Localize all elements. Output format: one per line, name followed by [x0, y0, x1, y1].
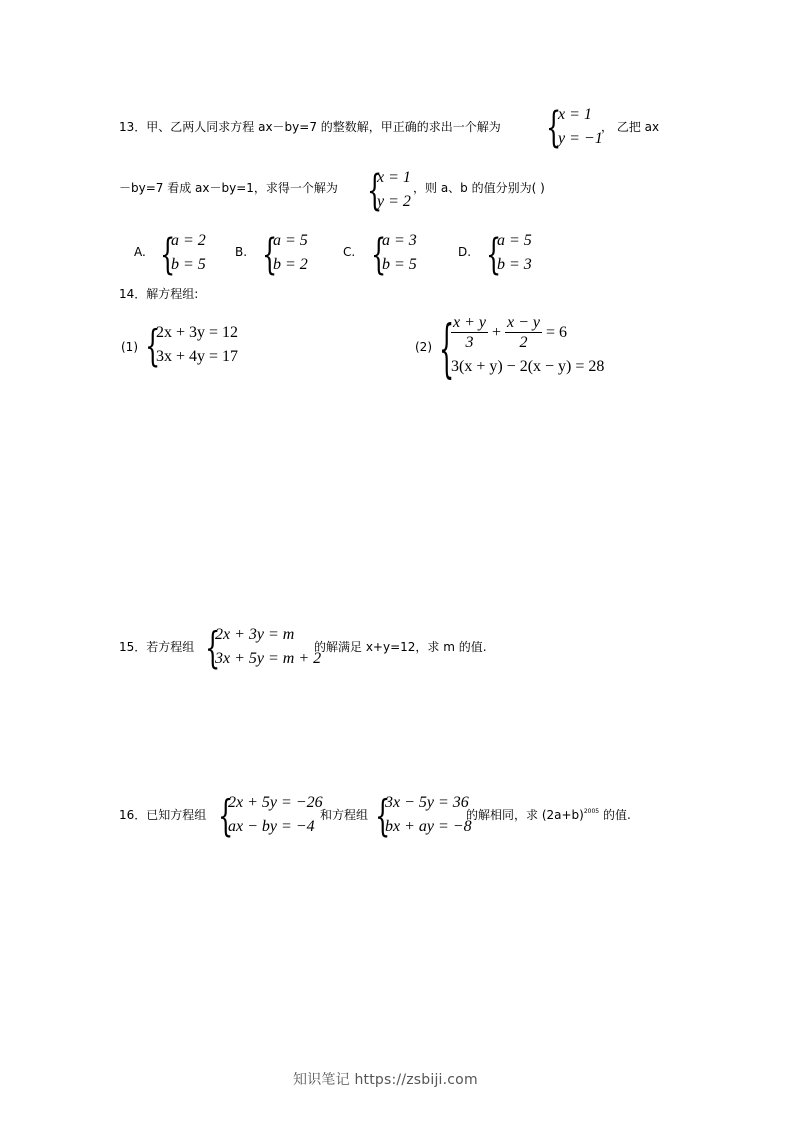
equation-line: b = 5	[171, 256, 206, 273]
option-d-system	[486, 230, 546, 279]
equation-line: 3x + 4y = 17	[156, 348, 239, 365]
option-b-label: B.	[235, 245, 248, 259]
brace-icon: {	[160, 230, 176, 279]
q14-part1-system	[145, 321, 255, 372]
q13-line1-text: 13．甲、乙两人同求方程 ax－by=7 的整数解，甲正确的求出一个解为	[119, 120, 501, 134]
brace-icon: {	[371, 230, 387, 279]
equation-line: y = −1	[558, 130, 603, 147]
equation-line: 3(x + y) − 2(x − y) = 28	[451, 358, 605, 375]
q16-suffix-text: 的解相同，求 (2a+b)	[466, 808, 584, 822]
q16-system-1	[218, 791, 323, 842]
equation-line: a = 3	[382, 232, 417, 249]
brace-icon: {	[218, 791, 234, 842]
footer-watermark: 知识笔记 https://zsbiji.com	[293, 1072, 478, 1088]
q13-line1-after: ， 乙把 ax	[601, 120, 660, 134]
equation-line: bx + ay = −8	[385, 818, 472, 835]
q13-line2-text: －by=7 看成 ax－by=1，求得一个解为	[119, 181, 338, 195]
brace-icon: {	[205, 623, 221, 674]
q16-mid: 和方程组	[320, 808, 369, 822]
option-c-label: C.	[343, 245, 356, 259]
equation-line: 3x + 5y = m + 2	[215, 650, 322, 667]
equation-line: y = 2	[377, 193, 411, 210]
q14-part2-label: (2)	[415, 340, 432, 354]
brace-icon: {	[486, 230, 502, 279]
q16-suffix	[466, 809, 631, 821]
equation-line: 2x + 3y = 12	[156, 324, 239, 341]
equation-line: x = 1	[377, 169, 411, 186]
equation-line: ax − by = −4	[228, 818, 315, 835]
fraction-denominator: 2	[519, 334, 528, 351]
option-d-label: D.	[458, 245, 472, 259]
q15-suffix: 的解满足 x+y=12，求 m 的值.	[314, 640, 487, 654]
equation-line: b = 5	[382, 256, 417, 273]
option-b-system	[262, 230, 322, 279]
q14-title: 14．解方程组:	[119, 287, 199, 301]
fraction-numerator: x − y	[507, 314, 541, 331]
equation-rhs: = 6	[546, 324, 568, 341]
equation-line: x = 1	[558, 106, 592, 123]
q14-part1-label: (1)	[121, 340, 138, 354]
q14-part2-equation-1	[451, 315, 567, 351]
brace-icon: {	[546, 103, 562, 152]
equation-line: 2x + 5y = −26	[228, 794, 323, 811]
q16-prefix: 16．已知方程组	[119, 808, 207, 822]
option-c-system	[371, 230, 431, 279]
fraction-denominator: 3	[465, 334, 474, 351]
equation-line: 3x − 5y = 36	[385, 794, 469, 811]
option-a-label: A.	[134, 245, 146, 259]
equation-line: a = 5	[273, 232, 308, 249]
exponent: 2005	[583, 808, 600, 815]
fraction-numerator: x + y	[453, 314, 486, 331]
equation-line: a = 2	[171, 232, 206, 249]
option-a-system	[160, 230, 220, 279]
equation-line: a = 5	[497, 232, 532, 249]
plus-sign: +	[492, 324, 502, 341]
equation-line: b = 2	[273, 256, 308, 273]
fraction	[505, 315, 542, 351]
brace-icon: {	[439, 313, 455, 386]
brace-icon: {	[367, 166, 383, 215]
q15-system	[205, 623, 322, 674]
brace-icon: {	[145, 321, 161, 372]
fraction	[451, 315, 488, 351]
equation-line: b = 3	[497, 256, 532, 273]
q16-suffix-end: 的值.	[599, 808, 631, 822]
q16-system-2	[375, 791, 472, 842]
brace-icon: {	[262, 230, 278, 279]
q13-line2-after: ，则 a、b 的值分别为( )	[413, 181, 545, 195]
q15-prefix: 15．若方程组	[119, 640, 195, 654]
equation-line: 2x + 3y = m	[215, 626, 295, 643]
brace-icon: {	[375, 791, 391, 842]
q14-part2-system	[439, 313, 619, 386]
